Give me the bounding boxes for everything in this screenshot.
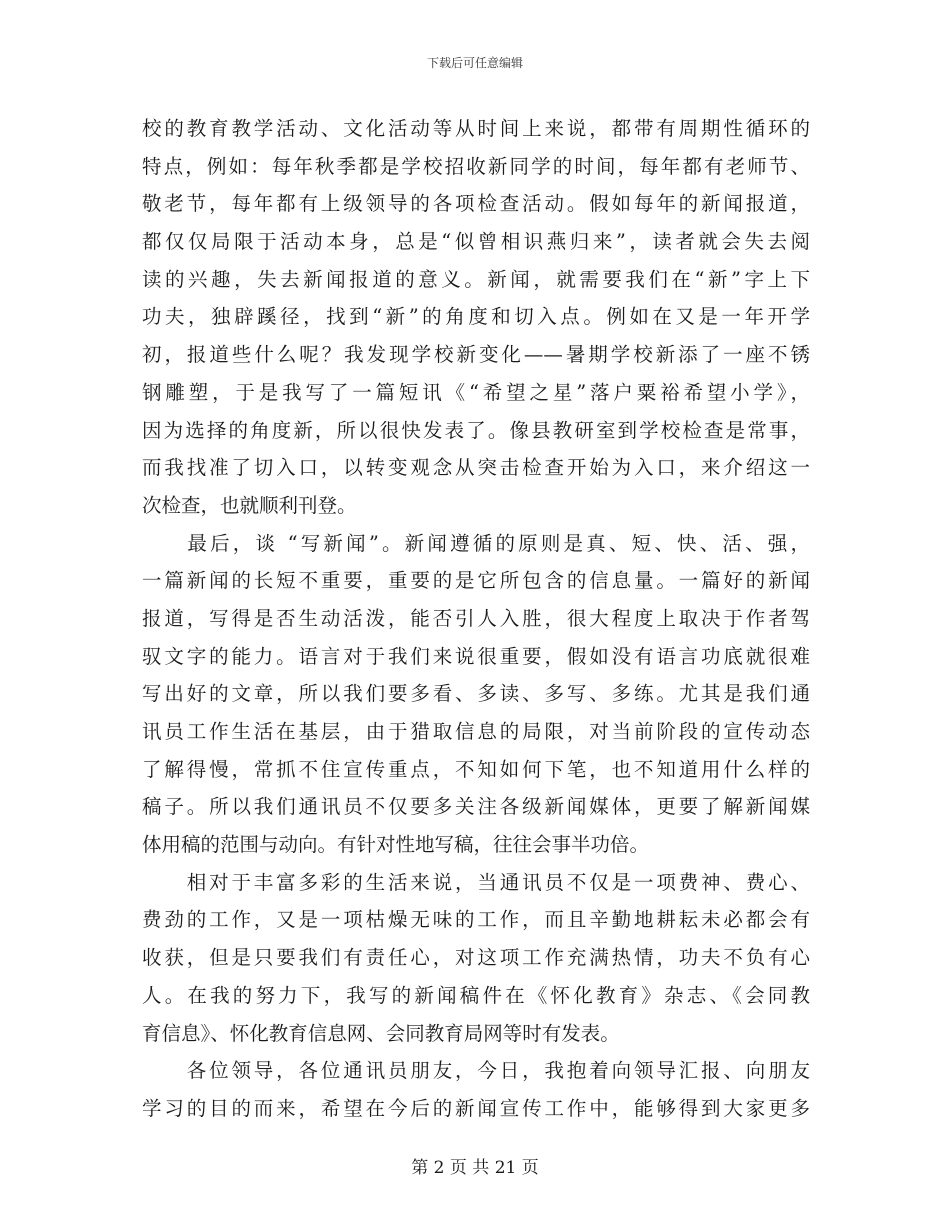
text-line: 人。在我的努力下，我写的新闻稿件在《怀化教育》杂志、《会同教 <box>142 983 810 1007</box>
text-line: 都仅仅局限于活动本身，总是“似曾相识燕归来”，读者就会失去阅 <box>142 230 810 254</box>
text-line: 初，报道些什么呢？我发现学校新变化——暑期学校新添了一座不锈 <box>142 343 810 367</box>
page-number: 第 2 页 共 21 页 <box>411 1158 539 1178</box>
text-line: 次检查，也就顺利刊登。 <box>142 493 357 517</box>
document-body <box>142 110 810 1128</box>
text-line: 敬老节，每年都有上级领导的各项检查活动。假如每年的新闻报道， <box>142 192 810 216</box>
text-line: 功夫，独辟蹊径，找到“新”的角度和切入点。例如在又是一年开学 <box>142 305 810 329</box>
text-line: 稿子。所以我们通讯员不仅要多关注各级新闻媒体，更要了解新闻媒 <box>142 795 810 819</box>
text-line: 校的教育教学活动、文化活动等从时间上来说，都带有周期性循环的 <box>142 117 810 140</box>
text-line: 写出好的文章，所以我们要多看、多读、多写、多练。尤其是我们通 <box>142 682 810 706</box>
text-line: 相对于丰富多彩的生活来说，当通讯员不仅是一项费神、费心、 <box>142 870 810 894</box>
text-line: 钢雕塑，于是我写了一篇短讯《“希望之星”落户粟裕希望小学》， <box>142 380 810 404</box>
text-line: 而我找准了切入口，以转变观念从突击检查开始为入口，来介绍这一 <box>142 456 810 480</box>
text-line: 最后，谈 “写新闻”。新闻遵循的原则是真、短、快、活、强， <box>142 531 810 555</box>
text-line: 了解得慢，常抓不住宣传重点，不知如何下笔，也不知道用什么样的 <box>142 757 810 781</box>
text-line: 报道，写得是否生动活泼，能否引人入胜，很大程度上取决于作者驾 <box>142 606 810 630</box>
text-line: 一篇新闻的长短不重要，重要的是它所包含的信息量。一篇好的新闻 <box>142 569 810 593</box>
text-line: 读的兴趣，失去新闻报道的意义。新闻，就需要我们在“新”字上下 <box>142 267 810 291</box>
text-line: 特点，例如：每年秋季都是学校招收新同学的时间，每年都有老师节、 <box>142 154 810 178</box>
text-line: 学习的目的而来，希望在今后的新闻宣传工作中，能够得到大家更多 <box>142 1096 810 1120</box>
text-line: 收获，但是只要我们有责任心，对这项工作充满热情，功夫不负有心 <box>142 946 810 970</box>
text-line: 讯员工作生活在基层，由于猎取信息的局限，对当前阶段的宣传动态 <box>142 720 810 743</box>
text-line: 各位领导，各位通讯员朋友，今日，我抱着向领导汇报、向朋友 <box>142 1059 810 1083</box>
text-line: 育信息》、怀化教育信息网、会同教育局网等时有发表。 <box>142 1021 620 1045</box>
text-line: 体用稿的范围与动向。有针对性地写稿，往往会事半功倍。 <box>142 833 650 857</box>
page-header: 下载后可任意编辑 <box>426 56 523 70</box>
text-line: 因为选择的角度新，所以很快发表了。像县教研室到学校检查是常事， <box>142 418 810 442</box>
text-line: 驭文字的能力。语言对于我们来说很重要，假如没有语言功底就很难 <box>142 644 810 668</box>
text-line: 费劲的工作，又是一项枯燥无味的工作，而且辛勤地耕耘未必都会有 <box>142 908 810 932</box>
